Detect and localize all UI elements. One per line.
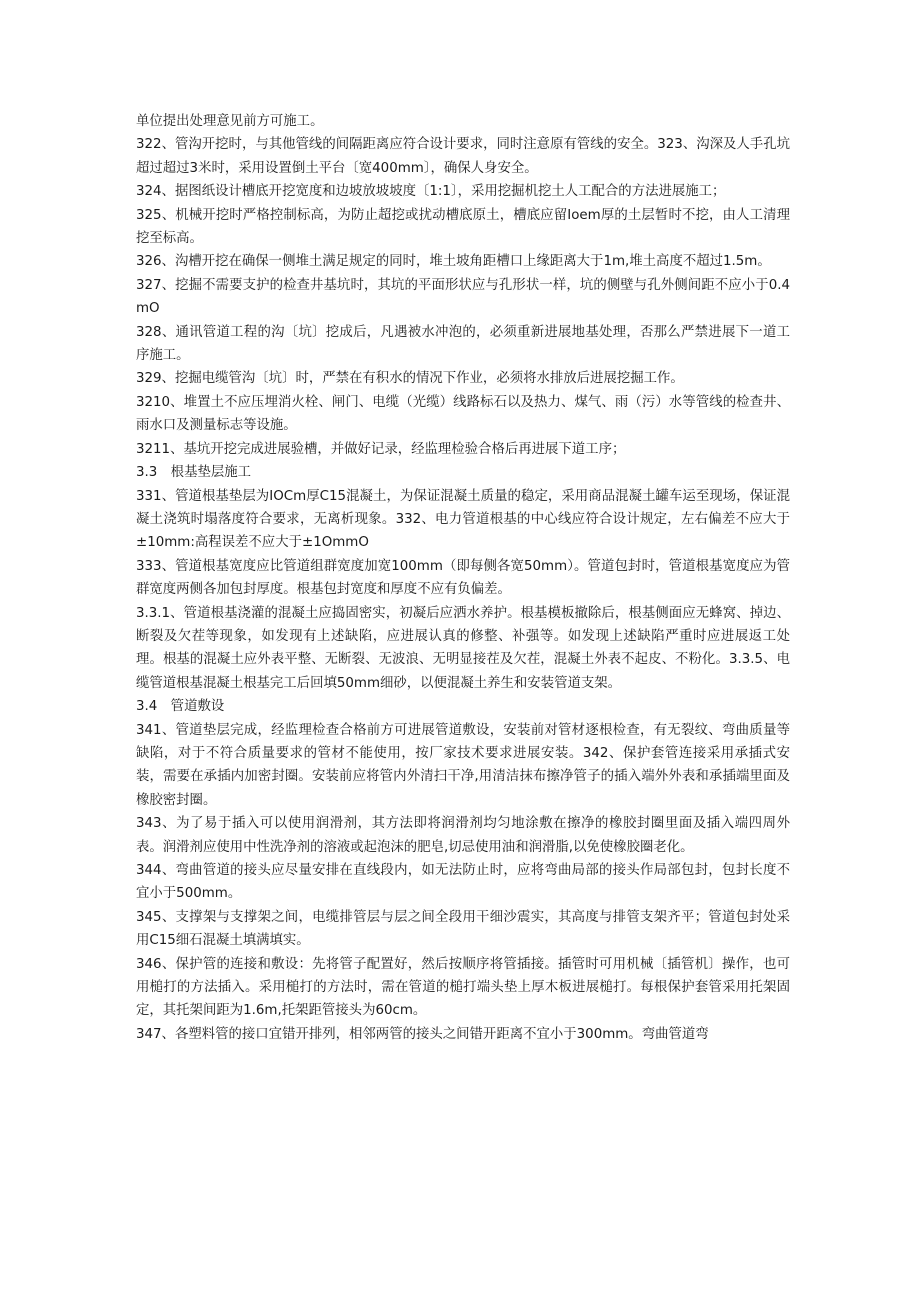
paragraph-325: 325、机械开挖时严格控制标高，为防止超挖或扰动槽底原土，槽底应留Ioem厚的土层暂时不挖，由人工清理挖至标高。 bbox=[136, 207, 790, 247]
section-heading-3-4: 3.4 管道敷设 bbox=[136, 699, 225, 715]
paragraph-326: 326、沟槽开挖在确保一侧堆土满足规定的同时，堆土坡角距槽口上缘距离大于1m,堆土高度不超过1.5m。 bbox=[136, 254, 771, 270]
paragraph-324: 324、据图纸设计槽底开挖宽度和边坡放坡坡度〔1:1〕，采用挖掘机挖土人工配合的方法进展施工； bbox=[136, 184, 726, 200]
paragraph-329: 329、挖掘电缆管沟〔坑〕时，严禁在有积水的情况下作业，必须将水排放后进展挖掘工作。 bbox=[136, 371, 684, 387]
paragraph-344: 344、弯曲管道的接头应尽量安排在直线段内，如无法防止时，应将弯曲局部的接头作局部包封，包封长度不宜小于500mm。 bbox=[136, 863, 790, 902]
paragraph-345: 345、支撑架与支撑架之间，电缆排管层与层之间全段用干细沙震实，其高度与排管支架齐平；管道包封处采用C15细石混凝土填满填实。 bbox=[136, 909, 790, 949]
paragraph-347: 347、各塑料管的接口宜错开排列，相邻两管的接头之间错开距离不宜小于300mm。弯曲管道弯 bbox=[136, 1026, 709, 1042]
paragraph-3211: 3211、基坑开挖完成进展验槽，并做好记录，经监理检验合格后再进展下道工序； bbox=[136, 441, 626, 457]
paragraph-343: 343、为了易于插入可以使用润滑剂，其方法即将润滑剂均匀地涂敷在擦净的橡胶封圈里面及插入端四周外表。润滑剂应使用中性洗净剂的溶液或起泡沫的肥皂,切忌使用油和润滑脂,以免使橡胶圈老化。 bbox=[136, 816, 790, 855]
paragraph-346: 346、保护管的连接和敷设：先将管子配置好，然后按顺序将管插接。插管时可用机械〔插管机〕操作，也可用槌打的方法插入。采用槌打的方法时，需在管道的槌打端头垫上厚木板进展槌打。每根保护套管采用托架固定，其托架间距为1.6m,托架距管接头为60cm。 bbox=[136, 956, 790, 1019]
paragraph-331: 331、管道根基垫层为IOCm厚C15混凝土，为保证混凝土质量的稳定，采用商品混凝土罐车运至现场，保证混凝土浇筑时塌落度符合要求，无离析现象。332、电力管道根基的中心线应符合设计规定，左右偏差不应大于±10mm:高程误差不应大于±1OmmO bbox=[136, 488, 790, 551]
section-heading-3-3: 3.3 根基垫层施工 bbox=[136, 465, 252, 481]
paragraph-333: 333、管道根基宽度应比管道组群宽度加宽100mm（即每侧各宽50mm）。管道包封时，管道根基宽度应为管群宽度两侧各加包封厚度。根基包封宽度和厚度不应有负偏差。 bbox=[136, 558, 790, 598]
paragraph-328: 328、通讯管道工程的沟〔坑〕挖成后，凡遇被水冲泡的，必须重新进展地基处理，否那么严禁进展下一道工序施工。 bbox=[136, 324, 790, 364]
paragraph-3210: 3210、堆置土不应压埋消火栓、闸门、电缆（光缆）线路标石以及热力、煤气、雨（污）水等管线的检查井、雨水口及测量标志等设施。 bbox=[136, 394, 790, 434]
paragraph-3-3-1: 3.3.1、管道根基浇灌的混凝土应捣固密实，初凝后应洒水养护。根基模板撤除后，根基侧面应无蜂窝、掉边、断裂及欠茬等现象，如发现有上述缺陷，应进展认真的修整、补强等。如发现上述缺陷严重时应进展返工处理。根基的混凝土应外表平整、无断裂、无波浪、无明显接茬及欠茬，混凝土外表不起皮、不粉化。3.3.5、电缆管道根基混凝土根基完工后回填50mm细砂，以便混凝土养生和安装管道支架。 bbox=[136, 605, 790, 691]
paragraph-327: 327、挖掘不需要支护的检查井基坑时，其坑的平面形状应与孔形状一样，坑的侧壁与孔外侧间距不应小于0.4mO bbox=[136, 277, 790, 317]
paragraph-341: 341、管道垫层完成，经监理检查合格前方可进展管道敷设，安装前对管材逐根检查，有无裂纹、弯曲质量等缺陷，对于不符合质量要求的管材不能使用，按厂家技术要求进展安装。342、保护套管连接采用承插式安装，需要在承插内加密封圈。安装前应将管内外清扫干净,用清洁抹布擦净管子的插入端外外表和承插端里面及橡胶密封圈。 bbox=[136, 722, 790, 808]
paragraph-0: 单位提出处理意见前方可施工。 bbox=[136, 114, 324, 129]
paragraph-322: 322、管沟开挖时，与其他管线的间隔距离应符合设计要求，同时注意原有管线的安全。323、沟深及人手孔坑超过超过3米时，采用设置倒土平台〔宽400mm〕，确保人身安全。 bbox=[136, 137, 790, 176]
